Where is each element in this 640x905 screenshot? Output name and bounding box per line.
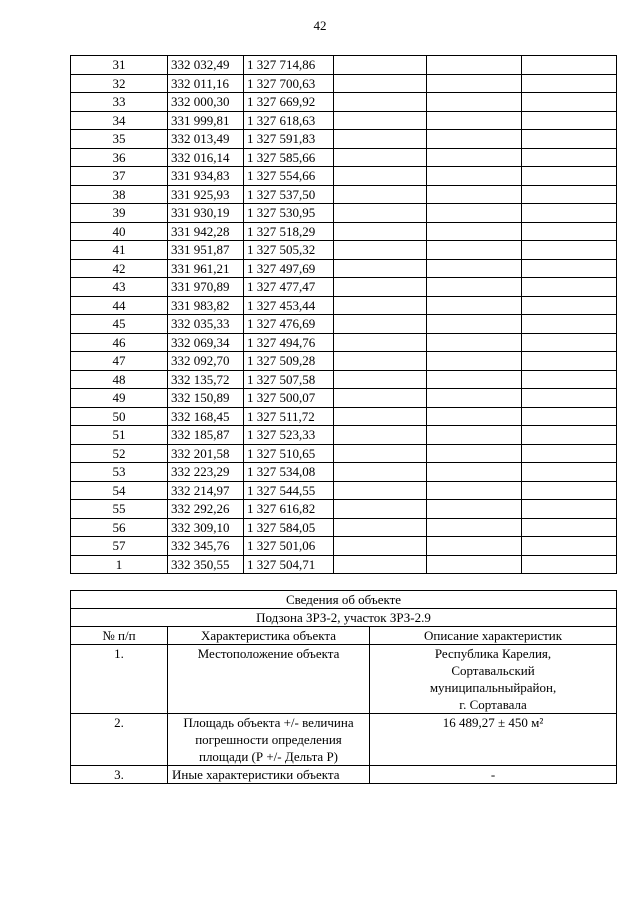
point-number: 49	[71, 389, 168, 408]
info-row-location	[71, 645, 617, 714]
coord-x: 332 011,16	[168, 74, 244, 93]
header-characteristic: Характеристика объекта	[168, 627, 370, 645]
empty-cell	[427, 407, 522, 426]
empty-cell	[522, 481, 617, 500]
characteristic-line: Площадь объекта +/- величина	[183, 715, 354, 730]
coord-y: 1 327 618,63	[244, 111, 334, 130]
empty-cell	[334, 481, 427, 500]
row-description: -	[370, 766, 617, 784]
point-number: 39	[71, 204, 168, 223]
table-row	[71, 481, 617, 500]
table-row	[71, 407, 617, 426]
table-row	[71, 185, 617, 204]
table-row	[71, 370, 617, 389]
empty-cell	[522, 130, 617, 149]
empty-cell	[334, 555, 427, 574]
row-description: 16 489,27 ± 450 м²	[370, 714, 617, 766]
coord-y: 1 327 523,33	[244, 426, 334, 445]
coord-x: 332 000,30	[168, 93, 244, 112]
empty-cell	[522, 555, 617, 574]
empty-cell	[522, 407, 617, 426]
coord-x: 332 135,72	[168, 370, 244, 389]
row-characteristic: Иные характеристики объекта	[168, 766, 370, 784]
coord-x: 332 350,55	[168, 555, 244, 574]
point-number: 38	[71, 185, 168, 204]
empty-cell	[522, 74, 617, 93]
coord-y: 1 327 554,66	[244, 167, 334, 186]
table-row	[71, 204, 617, 223]
empty-cell	[427, 93, 522, 112]
info-row-area	[71, 714, 617, 766]
coord-x: 332 150,89	[168, 389, 244, 408]
empty-cell	[427, 167, 522, 186]
empty-cell	[334, 278, 427, 297]
empty-cell	[334, 315, 427, 334]
coord-x: 331 942,28	[168, 222, 244, 241]
point-number: 56	[71, 518, 168, 537]
point-number: 44	[71, 296, 168, 315]
empty-cell	[522, 370, 617, 389]
coord-y: 1 327 714,86	[244, 56, 334, 75]
empty-cell	[334, 185, 427, 204]
table-row	[71, 56, 617, 75]
point-number: 1	[71, 555, 168, 574]
coord-y: 1 327 616,82	[244, 500, 334, 519]
coord-x: 331 934,83	[168, 167, 244, 186]
point-number: 40	[71, 222, 168, 241]
point-number: 32	[71, 74, 168, 93]
point-number: 51	[71, 426, 168, 445]
table-row	[71, 537, 617, 556]
empty-cell	[334, 222, 427, 241]
coord-y: 1 327 477,47	[244, 278, 334, 297]
coord-y: 1 327 700,63	[244, 74, 334, 93]
description-line: г. Сортавала	[459, 697, 527, 712]
coord-x: 332 214,97	[168, 481, 244, 500]
table-row	[71, 241, 617, 260]
empty-cell	[427, 204, 522, 223]
coordinates-table	[70, 55, 617, 574]
point-number: 55	[71, 500, 168, 519]
empty-cell	[522, 463, 617, 482]
point-number: 57	[71, 537, 168, 556]
table-row	[71, 315, 617, 334]
empty-cell	[334, 148, 427, 167]
empty-cell	[334, 74, 427, 93]
point-number: 50	[71, 407, 168, 426]
point-number: 43	[71, 278, 168, 297]
coord-x: 332 092,70	[168, 352, 244, 371]
empty-cell	[334, 241, 427, 260]
table-row	[71, 500, 617, 519]
empty-cell	[522, 333, 617, 352]
coord-x: 332 309,10	[168, 518, 244, 537]
header-description: Описание характеристик	[370, 627, 617, 645]
empty-cell	[427, 444, 522, 463]
coord-x: 332 185,87	[168, 426, 244, 445]
coord-x: 332 201,58	[168, 444, 244, 463]
empty-cell	[522, 315, 617, 334]
coord-y: 1 327 504,71	[244, 555, 334, 574]
empty-cell	[334, 130, 427, 149]
empty-cell	[427, 259, 522, 278]
coord-y: 1 327 518,29	[244, 222, 334, 241]
coord-x: 332 032,49	[168, 56, 244, 75]
empty-cell	[522, 56, 617, 75]
point-number: 52	[71, 444, 168, 463]
point-number: 54	[71, 481, 168, 500]
info-subtitle-row	[71, 609, 617, 627]
coord-y: 1 327 507,58	[244, 370, 334, 389]
row-num: 3.	[71, 766, 168, 784]
coord-y: 1 327 544,55	[244, 481, 334, 500]
coord-y: 1 327 509,28	[244, 352, 334, 371]
empty-cell	[427, 111, 522, 130]
empty-cell	[522, 518, 617, 537]
point-number: 35	[71, 130, 168, 149]
empty-cell	[334, 204, 427, 223]
empty-cell	[522, 222, 617, 241]
empty-cell	[522, 296, 617, 315]
empty-cell	[522, 93, 617, 112]
table-row	[71, 518, 617, 537]
coord-x: 331 961,21	[168, 259, 244, 278]
description-line: муниципальныйрайон,	[429, 680, 557, 695]
table-row	[71, 259, 617, 278]
coord-y: 1 327 584,05	[244, 518, 334, 537]
info-row-other	[71, 766, 617, 784]
info-header-row	[71, 627, 617, 645]
info-subtitle: Подзона ЗРЗ-2, участок ЗРЗ-2.9	[71, 609, 617, 627]
empty-cell	[522, 259, 617, 278]
point-number: 48	[71, 370, 168, 389]
coord-x: 332 035,33	[168, 315, 244, 334]
coord-y: 1 327 505,32	[244, 241, 334, 260]
info-title: Сведения об объекте	[71, 591, 617, 609]
row-num: 1.	[71, 645, 168, 714]
empty-cell	[427, 537, 522, 556]
table-row	[71, 352, 617, 371]
table-row	[71, 167, 617, 186]
table-row	[71, 74, 617, 93]
table-row	[71, 222, 617, 241]
empty-cell	[334, 93, 427, 112]
empty-cell	[334, 389, 427, 408]
coord-x: 331 925,93	[168, 185, 244, 204]
characteristic-line: погрешности определения	[195, 732, 342, 747]
empty-cell	[334, 352, 427, 371]
empty-cell	[427, 296, 522, 315]
table-row	[71, 111, 617, 130]
empty-cell	[334, 463, 427, 482]
coord-y: 1 327 497,69	[244, 259, 334, 278]
coord-y: 1 327 500,07	[244, 389, 334, 408]
empty-cell	[427, 555, 522, 574]
empty-cell	[334, 407, 427, 426]
point-number: 33	[71, 93, 168, 112]
empty-cell	[427, 463, 522, 482]
coord-x: 332 223,29	[168, 463, 244, 482]
coord-x: 332 013,49	[168, 130, 244, 149]
empty-cell	[522, 352, 617, 371]
empty-cell	[334, 426, 427, 445]
info-title-row	[71, 591, 617, 609]
empty-cell	[522, 167, 617, 186]
empty-cell	[522, 500, 617, 519]
empty-cell	[334, 444, 427, 463]
coord-x: 331 970,89	[168, 278, 244, 297]
coord-x: 332 069,34	[168, 333, 244, 352]
empty-cell	[427, 333, 522, 352]
empty-cell	[522, 444, 617, 463]
empty-cell	[522, 185, 617, 204]
coord-x: 332 168,45	[168, 407, 244, 426]
point-number: 53	[71, 463, 168, 482]
table-row	[71, 333, 617, 352]
coord-y: 1 327 669,92	[244, 93, 334, 112]
empty-cell	[427, 352, 522, 371]
row-characteristic	[168, 714, 370, 766]
coord-x: 331 951,87	[168, 241, 244, 260]
empty-cell	[427, 315, 522, 334]
table-row	[71, 555, 617, 574]
empty-cell	[522, 537, 617, 556]
description-line: Сортавальский	[451, 663, 535, 678]
empty-cell	[427, 56, 522, 75]
point-number: 34	[71, 111, 168, 130]
empty-cell	[427, 389, 522, 408]
coord-x: 332 016,14	[168, 148, 244, 167]
row-description	[370, 645, 617, 714]
point-number: 37	[71, 167, 168, 186]
table-row	[71, 389, 617, 408]
empty-cell	[522, 426, 617, 445]
table-row	[71, 444, 617, 463]
point-number: 36	[71, 148, 168, 167]
coord-y: 1 327 591,83	[244, 130, 334, 149]
empty-cell	[334, 56, 427, 75]
point-number: 31	[71, 56, 168, 75]
empty-cell	[427, 148, 522, 167]
point-number: 42	[71, 259, 168, 278]
empty-cell	[427, 518, 522, 537]
characteristic-line: площади (Р +/- Дельта Р)	[198, 749, 338, 764]
table-row	[71, 93, 617, 112]
coord-y: 1 327 476,69	[244, 315, 334, 334]
coord-y: 1 327 537,50	[244, 185, 334, 204]
empty-cell	[522, 148, 617, 167]
empty-cell	[427, 370, 522, 389]
empty-cell	[522, 204, 617, 223]
empty-cell	[334, 518, 427, 537]
coord-y: 1 327 585,66	[244, 148, 334, 167]
table-row	[71, 296, 617, 315]
coord-x: 331 999,81	[168, 111, 244, 130]
coord-y: 1 327 530,95	[244, 204, 334, 223]
table-row	[71, 148, 617, 167]
empty-cell	[427, 222, 522, 241]
point-number: 41	[71, 241, 168, 260]
coord-x: 332 345,76	[168, 537, 244, 556]
coord-y: 1 327 511,72	[244, 407, 334, 426]
empty-cell	[427, 130, 522, 149]
empty-cell	[334, 296, 427, 315]
coord-y: 1 327 534,08	[244, 463, 334, 482]
empty-cell	[427, 500, 522, 519]
coord-y: 1 327 453,44	[244, 296, 334, 315]
coord-x: 331 930,19	[168, 204, 244, 223]
empty-cell	[427, 185, 522, 204]
table-row	[71, 463, 617, 482]
row-num: 2.	[71, 714, 168, 766]
empty-cell	[522, 278, 617, 297]
empty-cell	[334, 333, 427, 352]
coord-y: 1 327 494,76	[244, 333, 334, 352]
empty-cell	[334, 167, 427, 186]
empty-cell	[427, 241, 522, 260]
coord-x: 332 292,26	[168, 500, 244, 519]
table-row	[71, 130, 617, 149]
description-line: Республика Карелия,	[434, 646, 552, 661]
empty-cell	[522, 241, 617, 260]
empty-cell	[334, 500, 427, 519]
empty-cell	[334, 111, 427, 130]
point-number: 46	[71, 333, 168, 352]
empty-cell	[427, 481, 522, 500]
empty-cell	[334, 537, 427, 556]
row-characteristic: Местоположение объекта	[168, 645, 370, 714]
point-number: 45	[71, 315, 168, 334]
empty-cell	[522, 389, 617, 408]
empty-cell	[334, 370, 427, 389]
empty-cell	[427, 278, 522, 297]
empty-cell	[427, 426, 522, 445]
object-info-table	[70, 590, 617, 784]
coord-x: 331 983,82	[168, 296, 244, 315]
coord-y: 1 327 501,06	[244, 537, 334, 556]
empty-cell	[522, 111, 617, 130]
empty-cell	[427, 74, 522, 93]
table-row	[71, 278, 617, 297]
page-number: 42	[313, 18, 327, 33]
coord-y: 1 327 510,65	[244, 444, 334, 463]
point-number: 47	[71, 352, 168, 371]
table-row	[71, 426, 617, 445]
header-num: № п/п	[71, 627, 168, 645]
empty-cell	[334, 259, 427, 278]
